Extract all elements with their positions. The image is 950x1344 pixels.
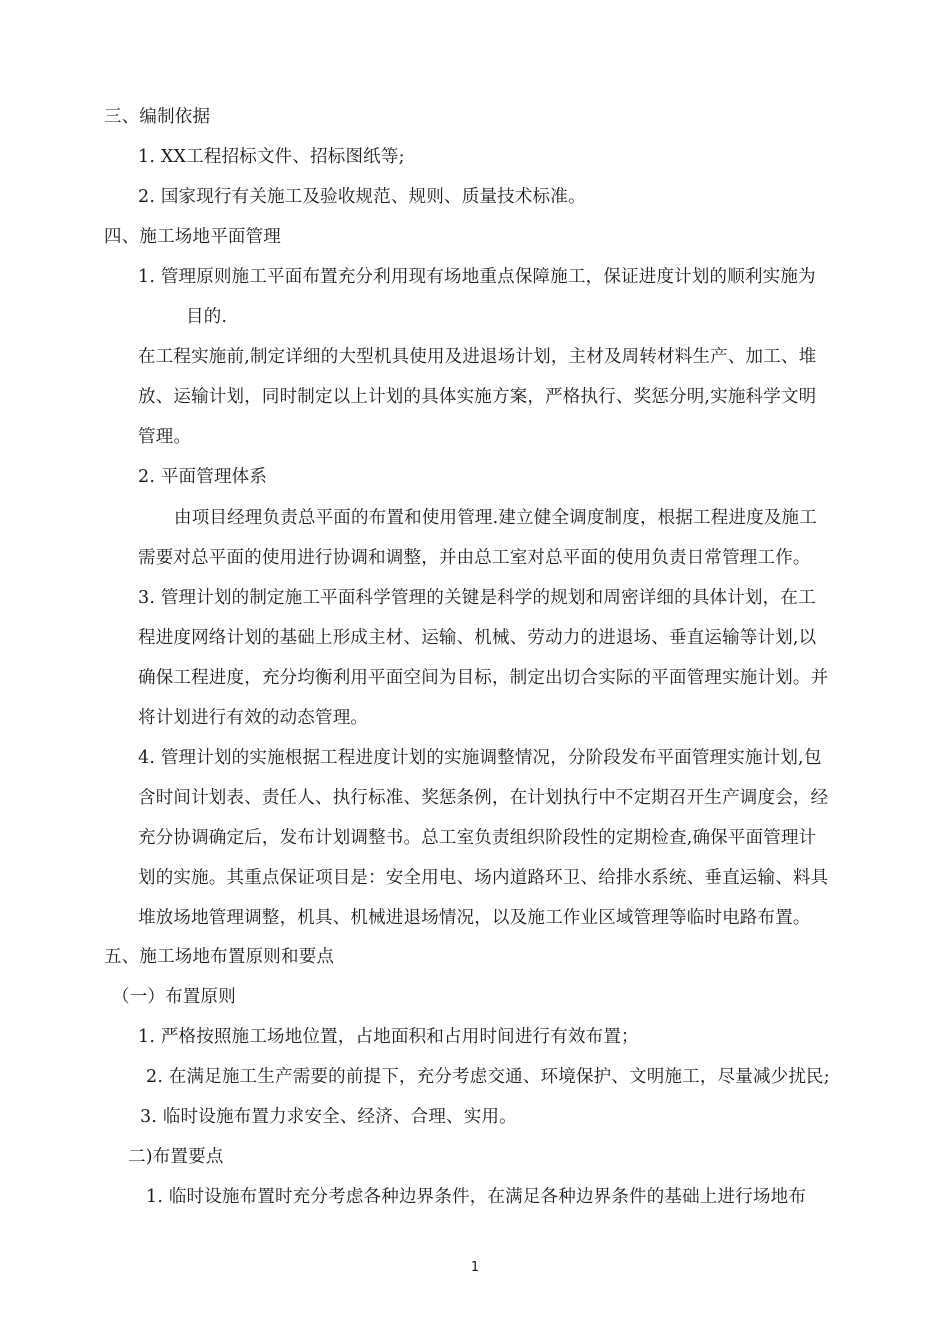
- section-heading-3: 三、编制依据: [104, 107, 211, 127]
- list-item: 2. 在满足施工生产需要的前提下，充分考虑交通、环境保护、文明施工，尽量减少扰民;: [146, 1067, 830, 1087]
- paragraph-line: 需要对总平面的使用进行协调和调整，并由总工室对总平面的使用负责日常管理工作。: [138, 548, 811, 568]
- paragraph-line: 含时间计划表、责任人、执行标准、奖惩条例，在计划执行中不定期召开生产调度会，经: [138, 788, 829, 808]
- list-item-continuation: 目的.: [186, 307, 228, 327]
- paragraph-line: 将计划进行有效的动态管理。: [138, 708, 369, 728]
- list-item: 2. 国家现行有关施工及验收规范、规则、质量技术标准。: [138, 187, 586, 207]
- list-item: 4. 管理计划的实施根据工程进度计划的实施调整情况，分阶段发布平面管理实施计划,包: [138, 748, 822, 768]
- section-heading-4: 四、施工场地平面管理: [104, 227, 281, 247]
- subsection-heading: （一）布置原则: [112, 987, 236, 1007]
- list-item: 3. 管理计划的制定施工平面科学管理的关键是科学的规划和周密详细的具体计划，在工: [138, 588, 816, 608]
- paragraph-line: 放、运输计划，同时制定以上计划的具体实施方案，严格执行、奖惩分明,实施科学文明: [138, 387, 817, 407]
- subsection-heading: 二)布置要点: [128, 1147, 224, 1167]
- list-item: 2. 平面管理体系: [138, 467, 268, 487]
- list-item: 1. 管理原则施工平面布置充分利用现有场地重点保障施工，保证进度计划的顺利实施为: [138, 267, 816, 287]
- paragraph-line: 管理。: [138, 427, 192, 447]
- paragraph-line: 程进度网络计划的基础上形成主材、运输、机械、劳动力的进退场、垂直运输等计划,以: [138, 628, 817, 648]
- list-item: 1. XX工程招标文件、招标图纸等;: [138, 147, 405, 167]
- section-heading-5: 五、施工场地布置原则和要点: [104, 947, 335, 967]
- page-number: 1: [470, 1260, 480, 1275]
- paragraph-line: 划的实施。其重点保证项目是：安全用电、场内道路环卫、给排水系统、垂直运输、料具: [138, 868, 829, 888]
- paragraph-line: 充分协调确定后，发布计划调整书。总工室负责组织阶段性的定期检查,确保平面管理计: [138, 828, 817, 848]
- paragraph-line: 由项目经理负责总平面的布置和使用管理.建立健全调度制度，根据工程进度及施工: [174, 508, 817, 528]
- list-item: 1. 临时设施布置时充分考虑各种边界条件，在满足各种边界条件的基础上进行场地布: [146, 1187, 807, 1207]
- list-item: 3. 临时设施布置力求安全、经济、合理、实用。: [140, 1107, 517, 1127]
- paragraph-line: 堆放场地管理调整，机具、机械进退场情况，以及施工作业区域管理等临时电路布置。: [138, 908, 811, 928]
- paragraph-line: 确保工程进度，充分均衡利用平面空间为目标，制定出切合实际的平面管理实施计划。并: [138, 668, 829, 688]
- paragraph-line: 在工程实施前,制定详细的大型机具使用及进退场计划，主材及周转材料生产、加工、堆: [138, 347, 817, 367]
- list-item: 1. 严格按照施工场地位置，占地面积和占用时间进行有效布置；: [138, 1027, 639, 1047]
